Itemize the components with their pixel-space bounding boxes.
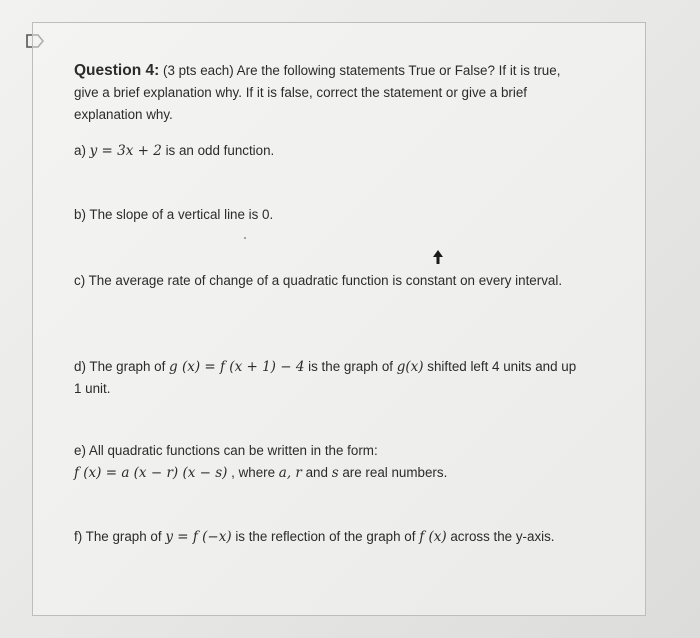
mouse-cursor-icon	[433, 250, 443, 264]
question-header	[74, 60, 584, 126]
item-d-math-2: g(x)	[396, 359, 424, 375]
speck	[244, 237, 246, 239]
item-e-math-1: f (x) = a (x − r) (x − s)	[74, 465, 228, 481]
item-e-math-2: a, r	[278, 465, 302, 481]
item-e-line1: e) All quadratic functions can be written in the form:	[74, 443, 378, 458]
item-e-text-1: , where	[227, 465, 279, 480]
item-e-math-3: s	[331, 465, 339, 481]
item-a	[74, 140, 584, 162]
item-b	[74, 204, 584, 226]
item-e-text-2: and	[301, 465, 332, 480]
item-a-text: is an odd function.	[161, 143, 275, 158]
item-d-text-1: is the graph of	[304, 359, 397, 374]
question-content	[74, 60, 584, 545]
item-d-text-2: shifted left 4 units and up 1 unit.	[74, 359, 577, 396]
item-c-text: c) The average rate of change of a quadratic function is constant on every interval.	[74, 273, 563, 288]
item-e-text-3: are real numbers.	[338, 465, 448, 480]
item-d-math-1: g (x) = f (x + 1) − 4	[169, 359, 305, 375]
question-label: Question 4:	[74, 62, 160, 79]
question-instructions: (3 pts each) Are the following statements True or False? If it is true, give a brief explanation why. If it is false, correct the statement or give a brief explanation why.	[74, 63, 561, 122]
item-d	[74, 356, 584, 400]
item-f-text-2: across the y-axis.	[446, 529, 555, 544]
item-b-text: b) The slope of a vertical line is 0.	[74, 207, 274, 222]
item-f-math-1: y = f (−x)	[165, 529, 232, 545]
item-f-math-2: f (x)	[419, 529, 447, 545]
item-d-prefix: d) The graph of	[74, 359, 170, 374]
item-c	[74, 270, 584, 292]
item-f	[74, 526, 584, 548]
item-e-line2	[74, 462, 584, 484]
item-a-prefix: a)	[74, 143, 90, 158]
item-e	[74, 440, 584, 484]
item-f-text-1: is the reflection of the graph of	[231, 529, 420, 544]
item-a-math: y = 3x + 2	[89, 143, 162, 159]
item-f-prefix: f) The graph of	[74, 529, 166, 544]
